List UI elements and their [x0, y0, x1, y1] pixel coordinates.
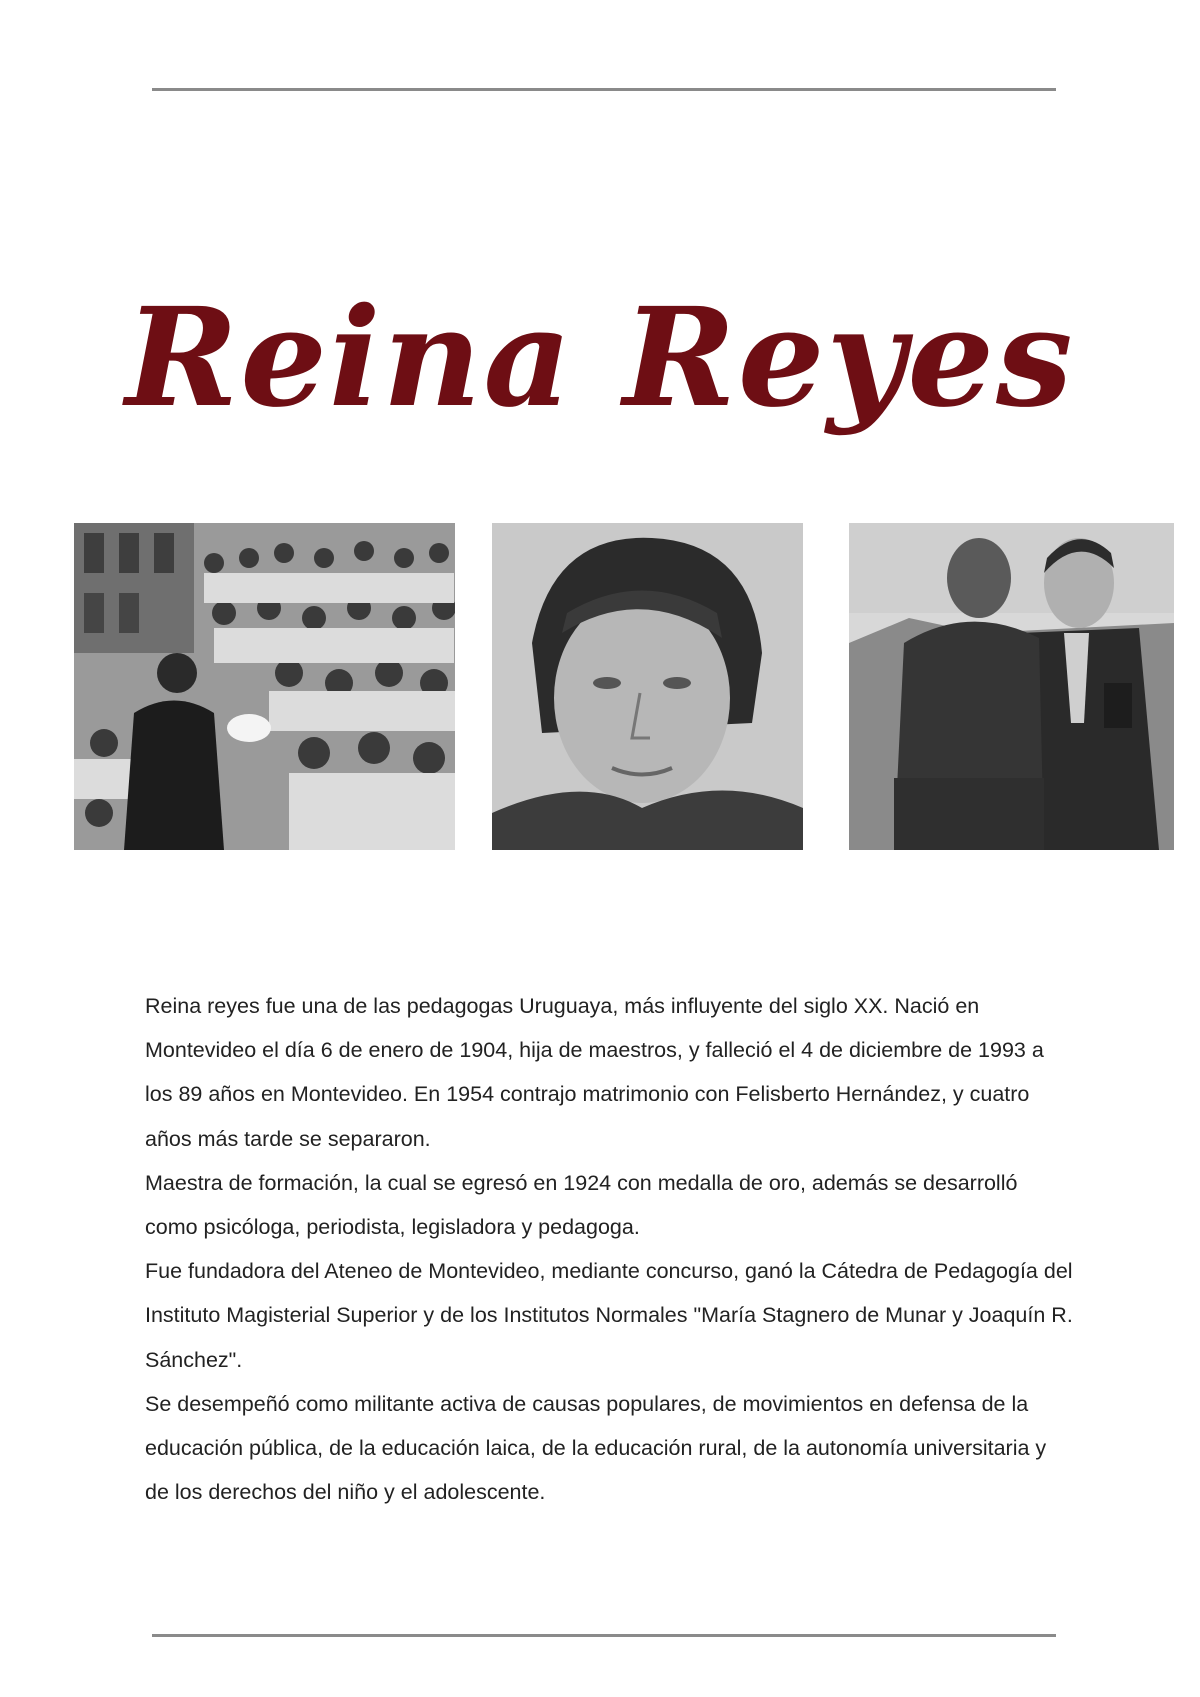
portrait-photo — [492, 523, 803, 850]
top-rule — [152, 88, 1056, 91]
paragraph-activism: Se desempeñó como militante activa de causas populares, de movimientos en defensa de la educación pública, de la educación laica, de la educación rural, de la autonomía universitaria y de los derechos del niño y el adolescente. — [145, 1391, 1047, 1505]
bottom-rule — [152, 1634, 1056, 1637]
paragraph-founder: Fue fundadora del Ateneo de Montevideo, mediante concurso, ganó la Cátedra de Pedagogía del Instituto Magisterial Superior y de los Institutos Normales "María Stagnero de Munar y Joaquín R. Sánchez". — [145, 1259, 1073, 1372]
paragraph-biography: Reina reyes fue una de las pedagogas Uruguaya, más influyente del siglo XX. Nació en Montevideo el día 6 de enero de 1904, hija de maestros, y falleció el 4 de diciembre de 1993 a los 89 años en Montevideo. En 1954 contrajo matrimonio con Felisberto Hernández, y cuatro años más tarde se separaron. — [145, 994, 1044, 1151]
teacher-with-students-photo — [74, 523, 455, 850]
page-title: Reina Reyes — [125, 278, 1075, 438]
body-text — [145, 984, 1075, 1514]
paragraph-formation: Maestra de formación, la cual se egresó en 1924 con medalla de oro, además se desarrolló como psicóloga, periodista, legisladora y pedagoga. — [145, 1170, 1018, 1240]
couple-photo — [849, 523, 1174, 850]
